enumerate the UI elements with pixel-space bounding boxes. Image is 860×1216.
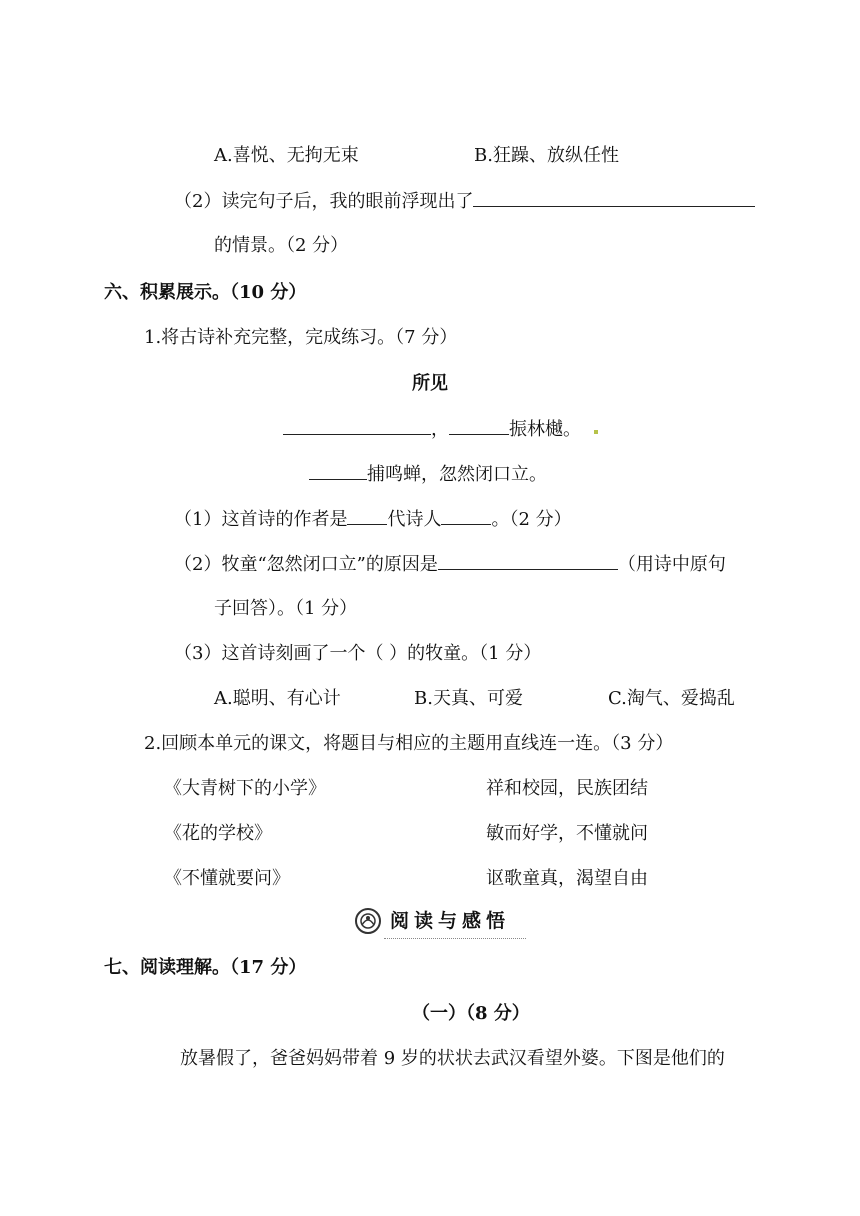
poem-blank-1[interactable] [283, 416, 431, 435]
part-1-heading: （一）（8 分） [412, 1003, 530, 1024]
lesson-title: 《花的学校》 [164, 823, 272, 844]
poem-line-2-end: 捕鸣蝉，忽然闭口立。 [367, 464, 547, 485]
sub-question-2 [174, 188, 755, 215]
poem-blank-3[interactable] [309, 461, 367, 480]
sub-question-1-a: （1）这首诗的作者是 [174, 509, 348, 530]
lesson-title: 《大青树下的小学》 [164, 778, 326, 799]
choice-b: B.天真、可爱 [414, 688, 523, 709]
lesson-title: 《不懂就要问》 [164, 868, 290, 889]
reason-blank[interactable] [438, 551, 618, 570]
sub-question-2-continuation: 的情景。（2 分） [214, 235, 349, 256]
lesson-theme: 祥和校园，民族团结 [486, 778, 648, 799]
section-6-heading: 六、积累展示。（10 分） [104, 282, 307, 303]
poem-line-1-end: 振林樾。 [509, 419, 581, 440]
poem-title: 所见 [412, 373, 448, 394]
option-a: A.喜悦、无拘无束 [214, 145, 359, 166]
question-1: 1.将古诗补充完整，完成练习。（7 分） [144, 327, 458, 348]
section-banner-title: 阅读与感悟 [390, 910, 511, 932]
sub-question-1-b: 代诗人 [387, 509, 442, 530]
lesson-theme: 讴歌童真，渴望自由 [486, 868, 648, 889]
reading-icon [354, 907, 382, 935]
poem-comma: ， [431, 419, 449, 440]
choice-c: C.淘气、爱捣乱 [608, 688, 735, 709]
sub-question-2b-a: （2）牧童“忽然闭口立”的原因是 [174, 554, 438, 575]
lesson-theme: 敏而好学，不懂就问 [486, 823, 648, 844]
sub-question-3: （3）这首诗刻画了一个（ ）的牧童。（1 分） [174, 643, 542, 664]
poem-line-2 [309, 461, 547, 488]
poem-line-1 [283, 416, 581, 443]
banner-underline [384, 938, 526, 939]
poet-blank[interactable] [441, 506, 491, 525]
choice-a: A.聪明、有心计 [214, 688, 341, 709]
section-7-heading: 七、阅读理解。（17 分） [104, 957, 307, 978]
green-mark [594, 430, 598, 434]
answer-blank[interactable] [473, 188, 755, 207]
reading-paragraph: 放暑假了，爸爸妈妈带着 9 岁的状状去武汉看望外婆。下图是他们的 [180, 1048, 725, 1069]
sub-question-2b-b: （用诗中原句 [617, 554, 726, 575]
option-b: B.狂躁、放纵任性 [474, 145, 619, 166]
sub-question-2b [174, 551, 726, 578]
sub-question-2-text: （2）读完句子后，我的眼前浮现出了 [174, 191, 474, 212]
sub-question-1-c: 。（2 分） [491, 509, 572, 530]
question-2: 2.回顾本单元的课文，将题目与相应的主题用直线连一连。（3 分） [144, 733, 674, 754]
poem-blank-2[interactable] [449, 416, 509, 435]
sub-question-1 [174, 506, 572, 533]
dynasty-blank[interactable] [347, 506, 387, 525]
sub-question-2b-continuation: 子回答）。（1 分） [214, 598, 358, 619]
